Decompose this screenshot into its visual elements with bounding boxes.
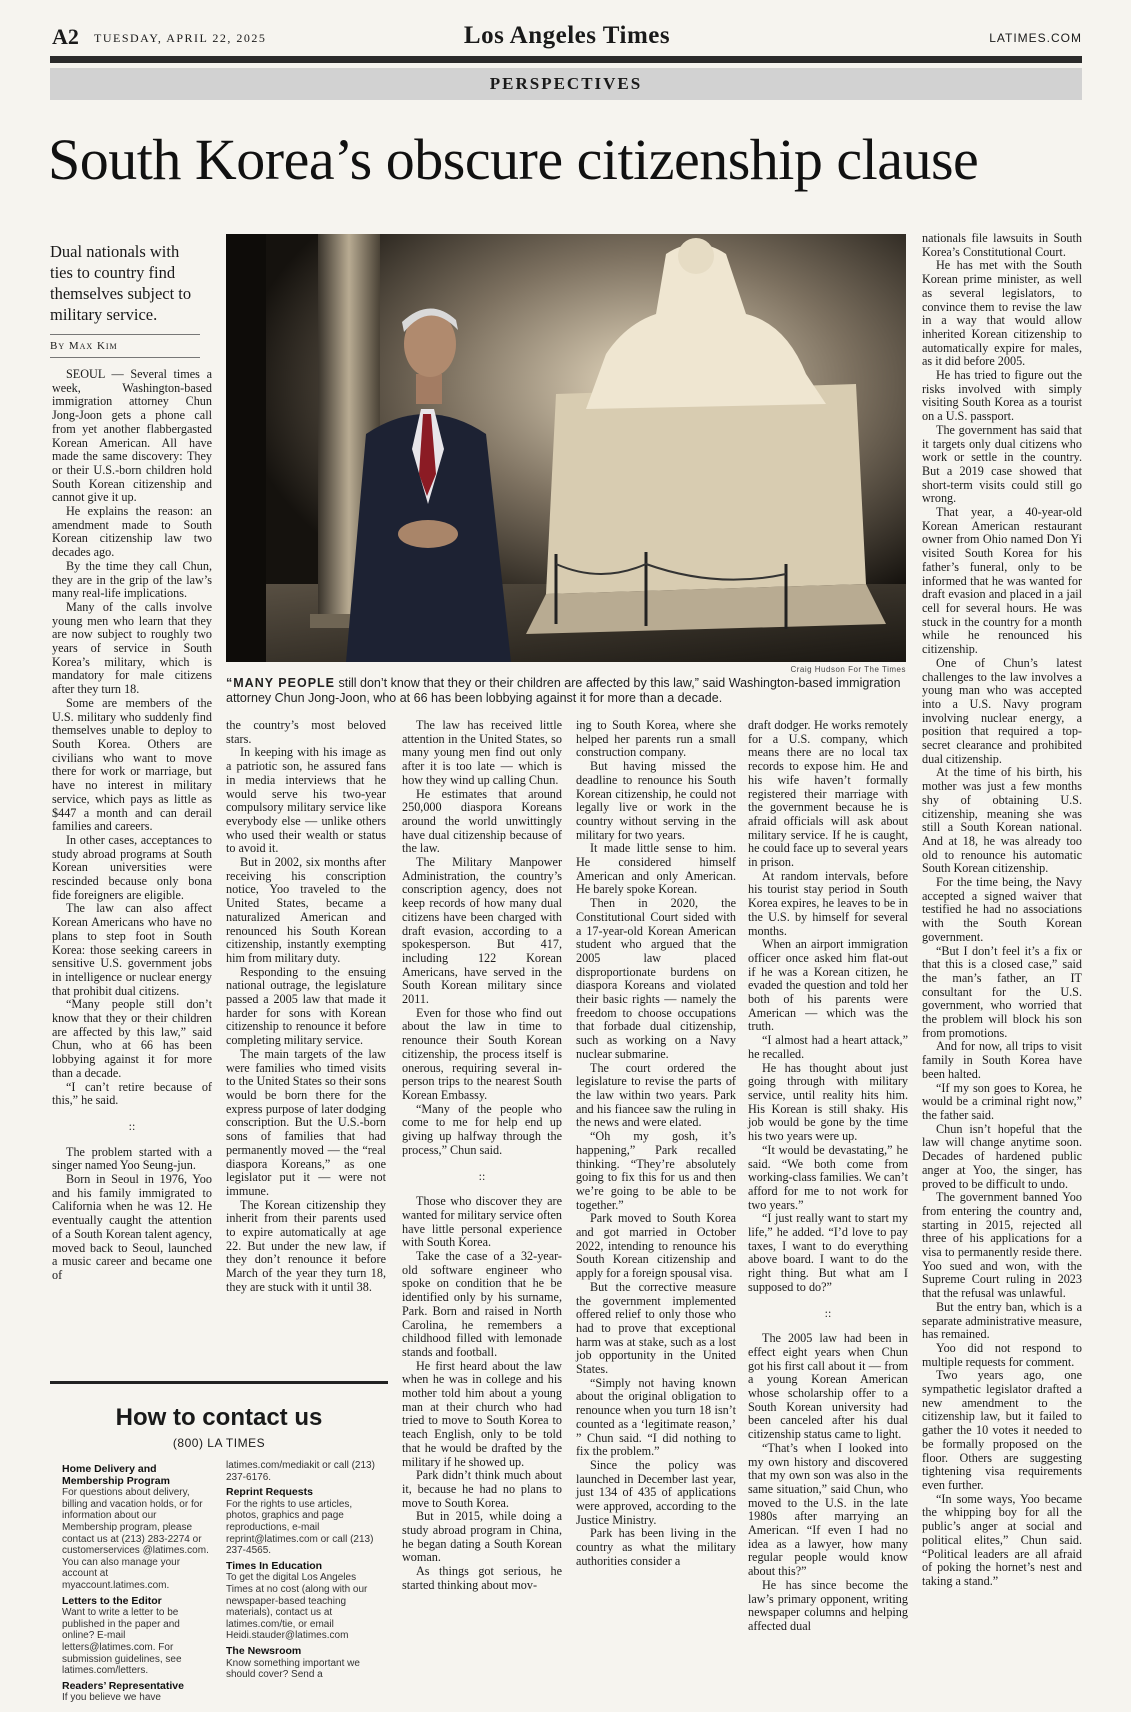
paragraph: nationals file lawsuits in South Korea’s Constitutional Court.: [922, 231, 1082, 259]
paragraph: But the corrective measure the government implemented offered relief to only those who had to prove that exceptional harm was at stake, such as a lost job opportunity in the United States.: [576, 1279, 736, 1377]
paragraph: “Many of the people who come to me for help end up giving up halfway through the process,” Chun said.: [402, 1101, 562, 1157]
paragraph: Park moved to South Korea and got married in October 2022, intending to renounce his South Korean citizenship and apply for a foreign spousal visa.: [576, 1211, 736, 1281]
paragraph: the country’s most beloved stars.: [226, 718, 386, 746]
paragraph: “Simply not having known about the original obligation to renounce when you turn 18 isn’t counted as a ‘legitimate reason,’ ” Chun said. “I did nothing to fix the problem.”: [576, 1375, 736, 1459]
paragraph: Born in Seoul in 1976, Yoo and his family immigrated to California when he was 12. He eventually caught the attention of a South Korean talent agency, moved back to Seoul, launched a music career and became one of: [52, 1172, 212, 1282]
paragraph: “It would be devastating,” he said. “We both come from working-class families. We can’t afford for me to not work for two years.”: [748, 1142, 908, 1212]
page-number: A2: [52, 24, 79, 49]
paragraph: The law has received little attention in the United States, so many young men find out only after it is too late — which is how they wind up calling Chun.: [402, 718, 562, 787]
paragraph: Park didn’t think much about it, because he had no plans to move to South Korea.: [402, 1468, 562, 1510]
masthead: [52, 24, 1082, 52]
paragraph: The 2005 law had been in effect eight years when Chun got his first call about it — from a young Korean American whose scholarship offer to a South Korean university had been canceled after his dual citizenship status came to light.: [748, 1331, 908, 1442]
paragraph: When an airport immigration officer once asked him flat-out if he was a Korean citizen, he evaded the question and told her both of his parents were American — which was the truth.: [748, 937, 908, 1034]
section-separator: ::: [478, 1168, 486, 1183]
section-separator: ::: [824, 1305, 832, 1320]
paragraph: At random intervals, before his tourist stay period in South Korea expires, he leaves to be in the U.S. by himself for several months.: [748, 868, 908, 938]
paragraph: But the entry ban, which is a separate administrative measure, has remained.: [922, 1299, 1082, 1342]
paragraph: The government has said that it targets only dual citizens who work or settle in the country. But a 2019 case showed that short-term visits could still go wrong.: [922, 422, 1082, 506]
newspaper-nameplate: Los Angeles Times: [463, 22, 671, 49]
paragraph: The Korean citizenship they inherit from their parents used to expire automatically at age 22. But under the new law, if they don’t renounce it before March of the year they turn 18, they are stuck with it until 38.: [226, 1197, 386, 1294]
headline: South Korea’s obscure citizenship clause: [48, 127, 979, 192]
contact-box: [50, 1381, 388, 1704]
byline: By Max Kim: [50, 334, 200, 358]
paragraph: As things got serious, he started thinking about mov-: [402, 1564, 562, 1592]
paragraph: It made little sense to him. He considered himself American and only American. He barely spoke Korean.: [576, 841, 736, 897]
paragraph: Since the policy was launched in December last year, just 134 of 435 of applications were approved, according to the Justice Ministry.: [576, 1457, 736, 1527]
paragraph: Those who discover they are wanted for military service often have little personal experience with South Korea.: [402, 1194, 562, 1250]
paragraph: “I can’t retire because of this,” he said.: [52, 1079, 212, 1108]
caption-lead: “MANY PEOPLE: [226, 676, 336, 690]
masthead-rule: [50, 56, 1082, 63]
contact-heading: The Newsroom: [226, 1644, 302, 1657]
paragraph: The Military Manpower Administration, the country’s conscription agency, does not keep records of how many dual citizens have been charged with draft evasion, according to a spokesperson. But 417, including 122 Korean Americans, have served in the South Korean military since 2011.: [402, 855, 562, 1007]
paragraph: The law can also affect Korean Americans who have no plans to step foot in South Korea: those seeking careers in sensitive U.S. government jobs in intelligence or nuclear energy that prohibit dual citizens.: [52, 901, 212, 998]
paragraph: At the time of his birth, his mother was just a few months shy of obtaining U.S. citizenship, meaning she was still a South Korean national. And at 18, he was already too old to renounce his automatic South Korean citizenship.: [922, 765, 1082, 876]
paragraph: But in 2002, six months after receiving his conscription notice, Yoo traveled to the United States, became a naturalized American and renounced his South Korean citizenship, instantly exempting him from military duty.: [226, 855, 386, 965]
contact-text: Want to write a letter to be published in the paper and online? E-mail letters@latimes.com. For submission guidelines, see latimes.com/letters.: [62, 1607, 182, 1677]
paragraph: “I almost had a heart attack,” he recalled.: [748, 1033, 908, 1061]
contact-heading: Home Delivery and Membership Program: [62, 1463, 170, 1487]
paragraph: Then in 2020, the Constitutional Court sided with a 17-year-old Korean American student who argued that the 2005 law placed disproportionate burdens on diaspora Koreans and violated their basic rights — namely the freedom to choose occupations that forbade dual citizenship, such as working on a Navy nuclear submarine.: [576, 896, 736, 1061]
paragraph: He estimates that around 250,000 diaspora Koreans around the world unwittingly have dual citizenship because of the law.: [402, 786, 562, 856]
paragraph: draft dodger. He works remotely for a U.S. company, which means there are no local tax records to expose him. He and his wife haven’t formally registered their marriage with the government because he is afraid officials will ask about military service. If he is caught, he could face up to several years in prison.: [748, 718, 908, 870]
paragraph: Some are members of the U.S. military who suddenly find themselves unable to deploy to South Korea. Others are civilians who want to move there for work or marriage, but have no interest in military service, which pays as little as $447 a month and can derail families and careers.: [52, 695, 212, 834]
section-label: PERSPECTIVES: [50, 68, 1082, 100]
dek: Dual nationals with ties to country find themselves subject to military service.: [50, 242, 192, 324]
contact-heading: Readers’ Representative: [62, 1679, 184, 1692]
contact-heading: Reprint Requests: [226, 1486, 313, 1499]
paragraph: He has thought about just going through with military service, until reality hits him. His Korean is still shaky. His job would be gone by the time his two years were up.: [748, 1060, 908, 1144]
paragraph: “I just really want to start my life,” he added. “I’d love to pay taxes, I want to do everything above board. I want to do the right thing. But what am I supposed to do?”: [748, 1211, 908, 1294]
contact-column-right: [226, 1460, 378, 1681]
caption-text: still don’t know that they or their children are affected by this law,” said Washington-based immigration attorney Chun Jong-Joon, who at 66 has been lobbying against it for more than a decade.: [226, 676, 901, 705]
paragraph: He first heard about the law when he was in college and his mother told him about a young man at their church who had tried to move to South Korea to teach English, only to be told that he would be drafted by the military if he showed up.: [402, 1358, 562, 1469]
paragraph: Chun isn’t hopeful that the law will change anytime soon. Decades of hardened public anger at Yoo, the singer, has proved to be difficult to undo.: [922, 1121, 1082, 1191]
paragraph: In other cases, acceptances to study abroad programs at South Korean universities were rescinded because only bona fide foreigners are eligible.: [52, 832, 212, 902]
paragraph: ing to South Korea, where she helped her parents run a small construction company.: [576, 718, 736, 760]
paragraph: The court ordered the legislature to revise the parts of the law within two years. Park and his fiancee saw the ruling in the news and were elated.: [576, 1060, 736, 1130]
paragraph: “But I don’t feel it’s a fix or that this is a closed case,” said the man’s father, an IT consultant for the U.S. government, who worried that the problem will block his son from promotions.: [922, 943, 1082, 1040]
photo-illustration: [226, 234, 906, 662]
paragraph: The main targets of the law were families who timed visits to the United States so their sons would be born there for the express purpose of later dodging conscription. But the U.S.-born sons of families that had permanently moved — the “real diaspora Koreans,” as one legislator put it — were not immune.: [226, 1046, 386, 1198]
paragraph: That year, a 40-year-old Korean American restaurant owner from Ohio named Don Yi visited South Korea for his father’s funeral, only to be informed that he was wanted for draft evasion and placed in a jail cell for several hours. He was stuck in the country for a month while he renounced his citizenship.: [922, 505, 1082, 657]
paragraph: He explains the reason: an amendment made to South Korean citizenship law two decades ago.: [52, 504, 212, 560]
article-column-5: [748, 719, 908, 1697]
paragraph: “Oh my gosh, it’s happening,” Park recalled thinking. “They’re absolutely going to fix this for us and then we’re going to be able to be together.”: [576, 1129, 736, 1212]
contact-heading: Times In Education: [226, 1559, 323, 1572]
contact-text: For the rights to use articles, photos, graphics and page reproductions, e-mail reprint@latimes.com or call (213) 237-4565.: [226, 1498, 374, 1557]
contact-title: How to contact us: [115, 1404, 323, 1431]
contact-text: If you believe we have: [62, 1692, 161, 1704]
paragraph: For the time being, the Navy accepted a signed waiver that testified he had no associations with the South Korean government.: [922, 875, 1082, 944]
paragraph: Yoo did not respond to multiple requests for comment.: [922, 1340, 1082, 1369]
paragraph: SEOUL — Several times a week, Washington-based immigration attorney Chun Jong-Joon gets a phone call from yet another flabbergasted Korean American. All have made the same discovery: They or their U.S.-born children hold South Korean citizenship and cannot give it up.: [52, 367, 212, 505]
contact-text: latimes.com/mediakit or call (213) 237-6176.: [226, 1460, 375, 1483]
paragraph: “If my son goes to Korea, he would be a criminal right now,” the father said.: [922, 1080, 1082, 1122]
paragraph: But in 2015, while doing a study abroad program in China, he began dating a South Korean woman.: [402, 1509, 562, 1565]
paragraph: He has met with the South Korean prime minister, as well as several legislators, to convince them to revise the law in a way that would allow inherited Korean citizenship to automatically expire for males, as it did before 2005.: [922, 258, 1082, 369]
paragraph: Responding to the ensuing national outrage, the legislature passed a 2005 law that made it harder for sons with Korean citizenship to renounce it before completing military service.: [226, 964, 386, 1048]
paragraph: “Many people still don’t know that they or their children are affected by this law,” said Chun, who at 66 has been lobbying against it for more than a decade.: [52, 997, 212, 1080]
paragraph: But having missed the deadline to renounce his South Korean citizenship, he could not legally live or work in the country without serving in the military for two years.: [576, 759, 736, 842]
paragraph: And for now, all trips to visit family in South Korea have been halted.: [922, 1039, 1082, 1081]
paragraph: The problem started with a singer named Yoo Seung-jun.: [52, 1144, 212, 1173]
paragraph: Take the case of a 32-year-old software engineer who spoke on condition that he be identified only by his surname, Park. Born and raised in North Carolina, he remembers a childhood filled with lemonade stands and football.: [402, 1249, 562, 1359]
paragraph: He has tried to figure out the risks involved with simply visiting South Korea as a tourist on a U.S. passport.: [922, 368, 1082, 424]
paragraph: “In some ways, Yoo became the whipping boy for all the public’s anger at social and political elites,” Chun said. “Political leaders are all afraid of poking the hornet’s nest and taking a stand.”: [922, 1491, 1082, 1588]
paragraph: The government banned Yoo from entering the country and, starting in 2015, rejected all three of his applications for a visa to permanently reside there. Yoo sued and won, with the Supreme Court ruling in 2023 that the refusal was unlawful.: [922, 1190, 1082, 1301]
lead-photo: [226, 234, 906, 662]
website-link[interactable]: LATIMES.COM: [989, 31, 1082, 45]
contact-column-left: [62, 1460, 214, 1704]
paragraph: Many of the calls involve young men who learn that they are now subject to roughly two years of service in South Korea’s military, which is mandatory for male citizens after they turn 18.: [52, 599, 212, 697]
dateline: TUESDAY, APRIL 22, 2025: [94, 31, 267, 45]
contact-text: For questions about delivery, billing and vacation holds, or for information about our Membership program, please contact us at (213) 283-2274 or customerservices @latimes.com. You can also manage your account at myaccount.latimes.com.: [62, 1487, 209, 1591]
paragraph: “That’s when I looked into my own history and discovered that my own son was also in the same situation,” said Chun, who moved to the U.S. in the late 1980s after marrying an American. “If even I had no idea as a lawyer, how many regular people would know about this?”: [748, 1440, 908, 1579]
article-column-4: [576, 719, 736, 1697]
paragraph: Even for those who find out about the law in time to renounce their South Korean citizenship, the process itself is onerous, requiring several in-person trips to the nearest South Korean Embassy.: [402, 1005, 562, 1102]
paragraph: By the time they call Chun, they are in the grip of the law’s many real-life implications.: [52, 558, 212, 601]
paragraph: Park has been living in the country as what the military authorities consider a: [576, 1526, 736, 1568]
paragraph: Two years ago, one sympathetic legislator drafted a new amendment to the citizenship law, but it failed to gather the 10 votes it needed to be formally proposed on the floor. Others are suggesting tightening visa requirements even further.: [922, 1368, 1082, 1492]
article-column-2: [226, 719, 386, 1361]
paragraph: He has since become the law’s primary opponent, writing newspaper columns and helping affected dual: [748, 1577, 908, 1633]
contact-heading: Letters to the Editor: [62, 1594, 162, 1607]
paragraph: In keeping with his image as a patriotic son, he assured fans in media interviews that he would serve his two-year compulsory military service like everybody else — unlike others who used their wealth or status to avoid it.: [226, 745, 386, 856]
article-column-1: [52, 368, 212, 1361]
photo-caption: [226, 676, 906, 706]
contact-phone[interactable]: (800) LA TIMES: [172, 1436, 266, 1450]
paragraph: One of Chun’s latest challenges to the law involves a young man who was accepted into a U.S. Navy program involving nuclear energy, a position that required a top-secret clearance and prohibited dual citizenship.: [922, 655, 1082, 766]
article-column-3: [402, 719, 562, 1697]
article-column-6: [922, 232, 1082, 1697]
contact-text: Know something important we should cover? Send a: [226, 1657, 360, 1681]
contact-text: To get the digital Los Angeles Times at no cost (along with our newspaper-based teaching materials), contact us at latimes.com/tie, or email Heidi.stauder@latimes.com: [226, 1572, 368, 1642]
section-separator: ::: [128, 1118, 136, 1133]
photo-credit: Craig Hudson For The Times: [790, 665, 906, 674]
